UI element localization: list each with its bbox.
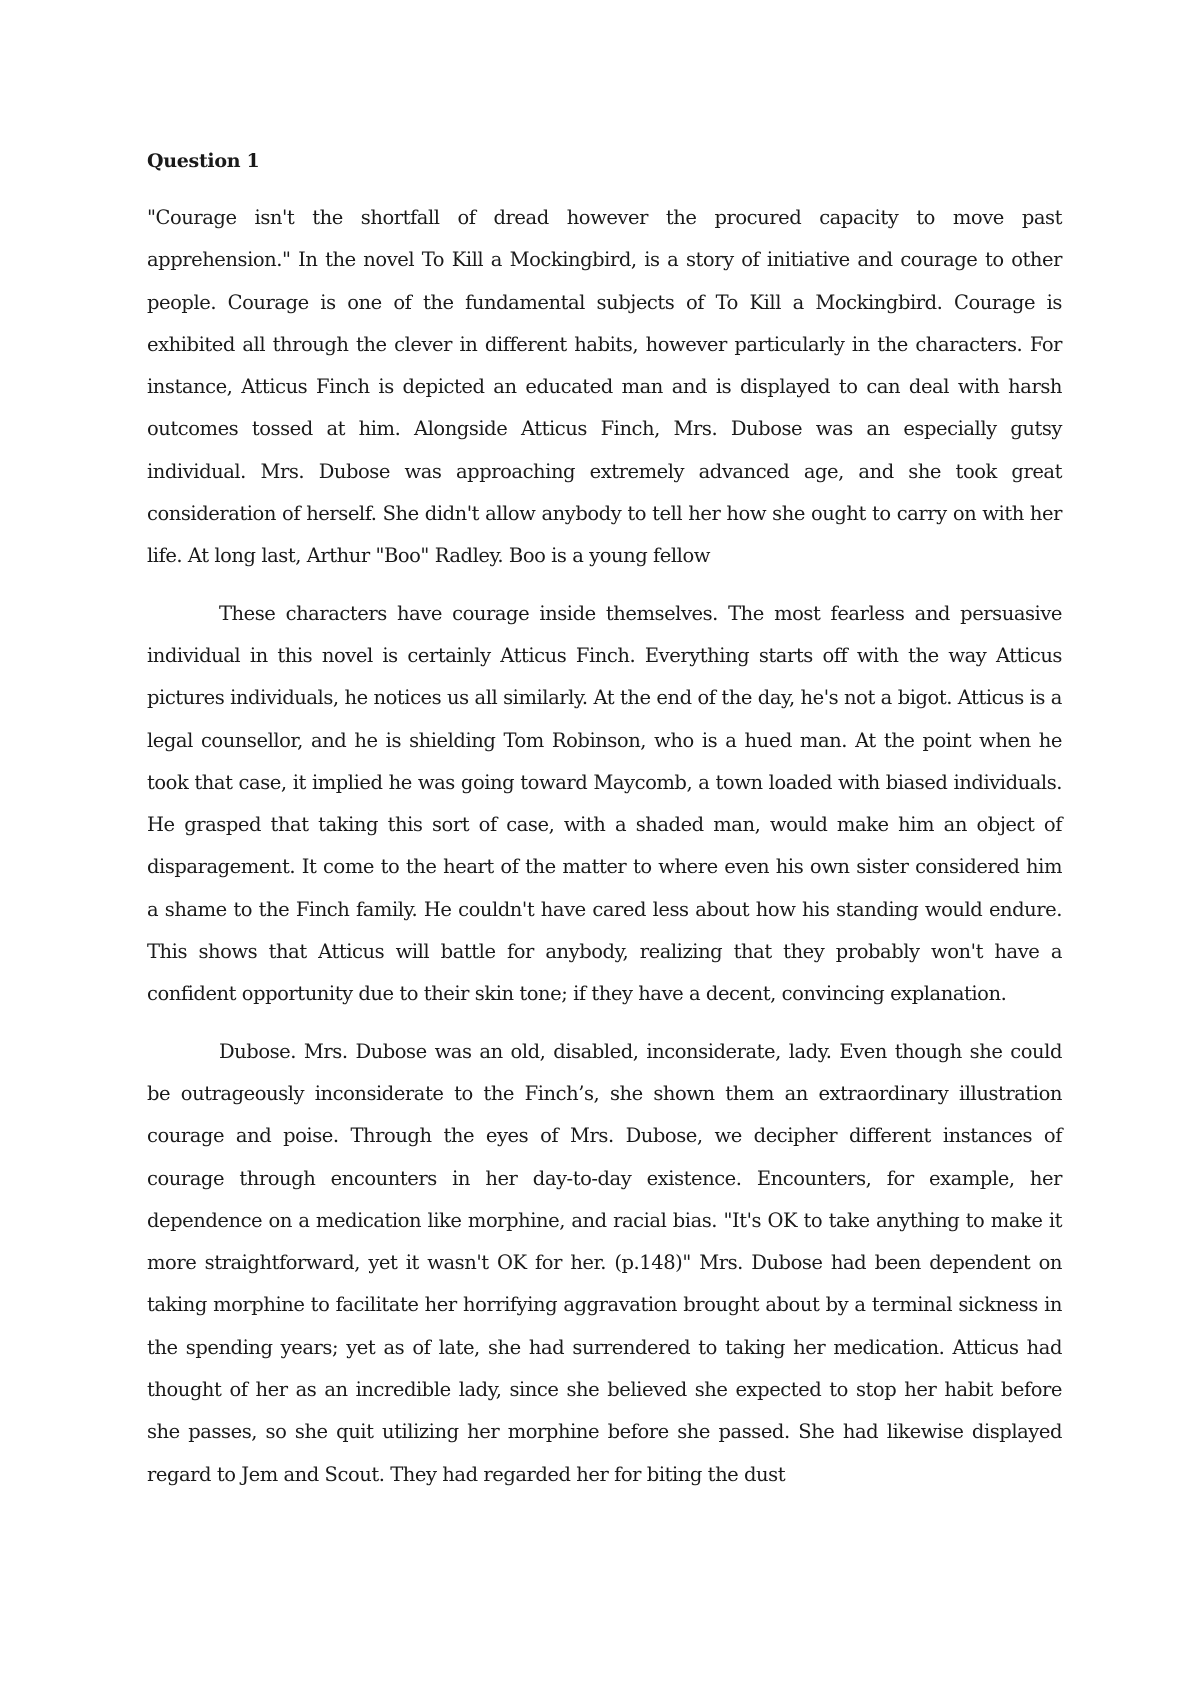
question-heading: Question 1 (147, 150, 260, 172)
paragraph-atticus: These characters have courage inside themselves. The most fearless and persuasive individual in this novel is certainly Atticus Finch. Everything starts off with the way Atticus pictures individuals, he notices us all similarly. At the end of the day, he's not a bigot. Atticus is a legal counsellor, and he is shielding Tom Robinson, who is a hued man. At the point when he took that case, it implied he was going toward Maycomb, a town loaded with biased individuals. He grasped that taking this sort of case, with a shaded man, would make him an object of disparagement. It come to the heart of the matter to where even his own sister considered him a shame to the Finch family. He couldn't have cared less about how his standing would endure. This shows that Atticus will battle for anybody, realizing that they probably won't have a confident opportunity due to their skin tone; if they have a decent, convincing explanation. (147, 601, 1062, 1006)
paragraph-intro: "Courage isn't the shortfall of dread however the procured capacity to move past apprehension." In the novel To Kill a Mockingbird, is a story of initiative and courage to other people. Courage is one of the fundamental subjects of To Kill a Mockingbird. Courage is exhibited all through the clever in different habits, however particularly in the characters. For instance, Atticus Finch is depicted an educated man and is displayed to can deal with harsh outcomes tossed at him. Alongside Atticus Finch, Mrs. Dubose was an especially gutsy individual. Mrs. Dubose was approaching extremely advanced age, and she took great consideration of herself. She didn't allow anybody to tell her how she ought to carry on with her life. At long last, Arthur "Boo" Radley. Boo is a young fellow (147, 206, 1062, 568)
paragraph-dubose: Dubose. Mrs. Dubose was an old, disabled, inconsiderate, lady. Even though she could be outrageously inconsiderate to the Finch’s, she shown them an extraordinary illustration courage and poise. Through the eyes of Mrs. Dubose, we decipher different instances of courage through encounters in her day-to-day existence. Encounters, for example, her dependence on a medication like morphine, and racial bias. "It's OK to take anything to make it more straightforward, yet it wasn't OK for her. (p.148)" Mrs. Dubose had been dependent on taking morphine to facilitate her horrifying aggravation brought about by a terminal sickness in the spending years; yet as of late, she had surrendered to taking her medication. Atticus had thought of her as an incredible lady, since she believed she expected to stop her habit before she passes, so she quit utilizing her morphine before she passed. She had likewise displayed regard to Jem and Scout. They had regarded her for biting the dust (147, 1039, 1062, 1486)
document-body (147, 140, 1062, 1496)
